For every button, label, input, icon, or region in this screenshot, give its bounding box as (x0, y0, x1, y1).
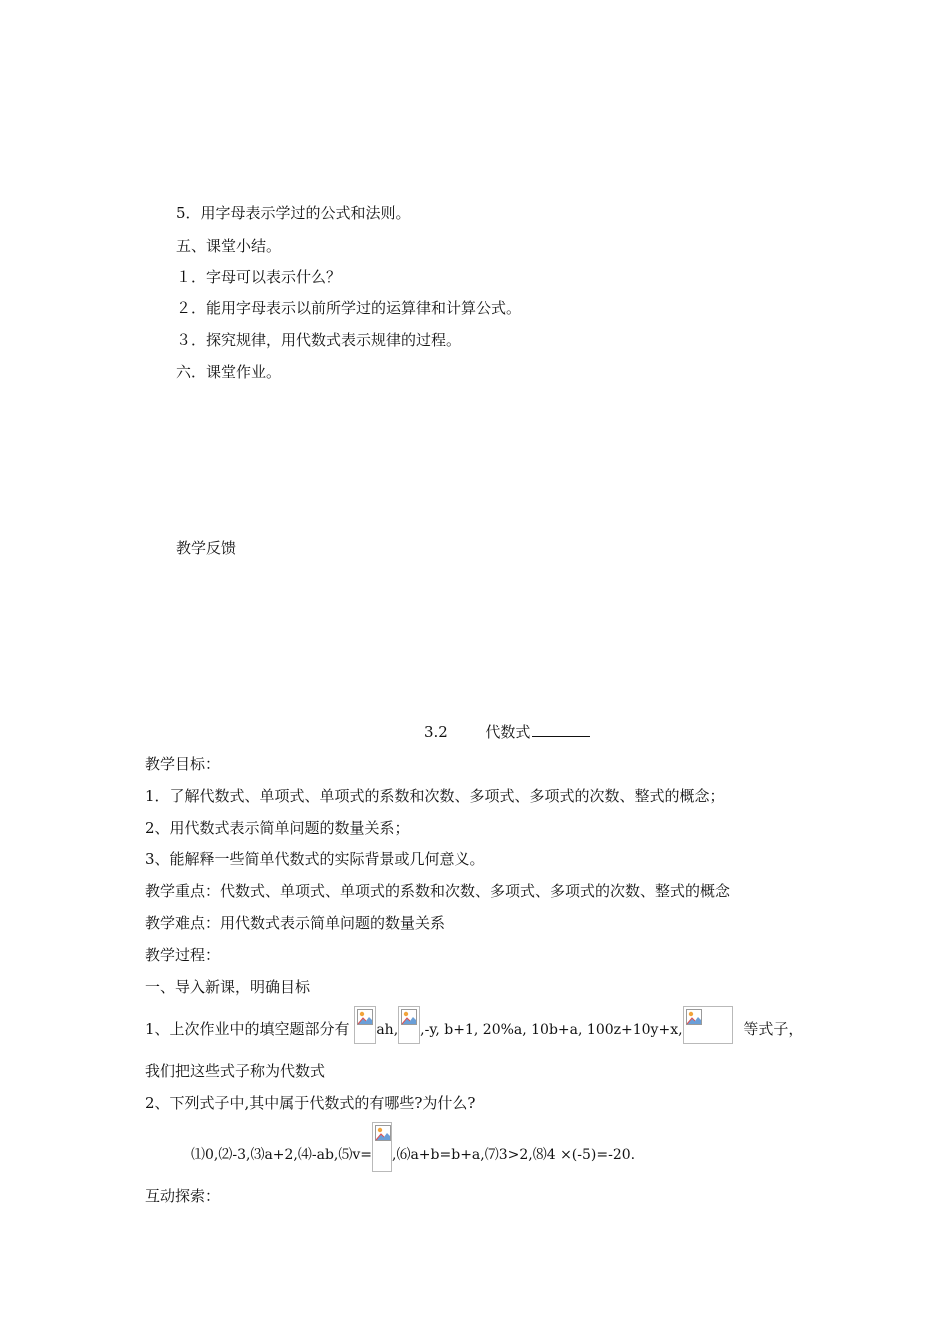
section-6-heading: 六．课堂作业。 (176, 363, 282, 381)
summary-item-1: １．字母可以表示什么？ (176, 268, 342, 286)
question-1-prefix: 1、上次作业中的填空题部分有 (145, 1020, 350, 1038)
teaching-feedback: 教学反馈 (176, 539, 237, 557)
title-underline (532, 722, 590, 737)
goal-1: 1．了解代数式、单项式、单项式的系数和次数、多项式、多项式的次数、整式的概念； (145, 787, 725, 805)
broken-image-icon (372, 1122, 392, 1172)
goal-2: 2、用代数式表示简单问题的数量关系； (145, 819, 410, 837)
goal-3: 3、能解释一些简单代数式的实际背景或几何意义。 (145, 850, 485, 868)
question-1-expr-a: ah, (376, 1022, 399, 1038)
lesson-title (424, 722, 590, 742)
broken-image-icon (683, 1006, 733, 1044)
question-2: 2、下列式子中,其中属于代数式的有哪些?为什么? (145, 1094, 476, 1112)
difficulty: 教学难点：用代数式表示简单问题的数量关系 (145, 914, 446, 932)
item-5: 5．用字母表示学过的公式和法则。 (176, 204, 411, 222)
section-5-heading: 五、课堂小结。 (176, 237, 282, 255)
intro-heading: 一、导入新课，明确目标 (145, 978, 311, 996)
question-2-list (191, 1138, 635, 1172)
explore-heading: 互动探索： (145, 1187, 221, 1205)
question-1-line-2: 我们把这些式子称为代数式 (145, 1062, 326, 1080)
question-2-list-b: ,⑹a+b=b+a,⑺3>2,⑻4 ×(-5)=-20. (392, 1147, 636, 1163)
question-1 (145, 1016, 803, 1044)
lesson-title-text: 代数式 (485, 723, 531, 741)
key-points: 教学重点：代数式、单项式、单项式的系数和次数、多项式、多项式的次数、整式的概念 (145, 882, 731, 900)
lesson-number: 3.2 (424, 723, 448, 741)
summary-item-2: ２．能用字母表示以前所学过的运算律和计算公式。 (176, 299, 522, 317)
question-2-list-a: ⑴0,⑵-3,⑶a+2,⑷-ab,⑸v= (191, 1147, 373, 1163)
broken-image-icon (354, 1006, 376, 1044)
question-1-expr-b: ,-y, b+1, 20%a, 10b+a, 100z+10y+x, (420, 1022, 683, 1038)
question-1-suffix: 等式子， (743, 1020, 804, 1038)
process-heading: 教学过程： (145, 946, 221, 964)
goals-heading: 教学目标： (145, 755, 221, 773)
summary-item-3: ３．探究规律，用代数式表示规律的过程。 (176, 331, 462, 349)
broken-image-icon (398, 1006, 420, 1044)
